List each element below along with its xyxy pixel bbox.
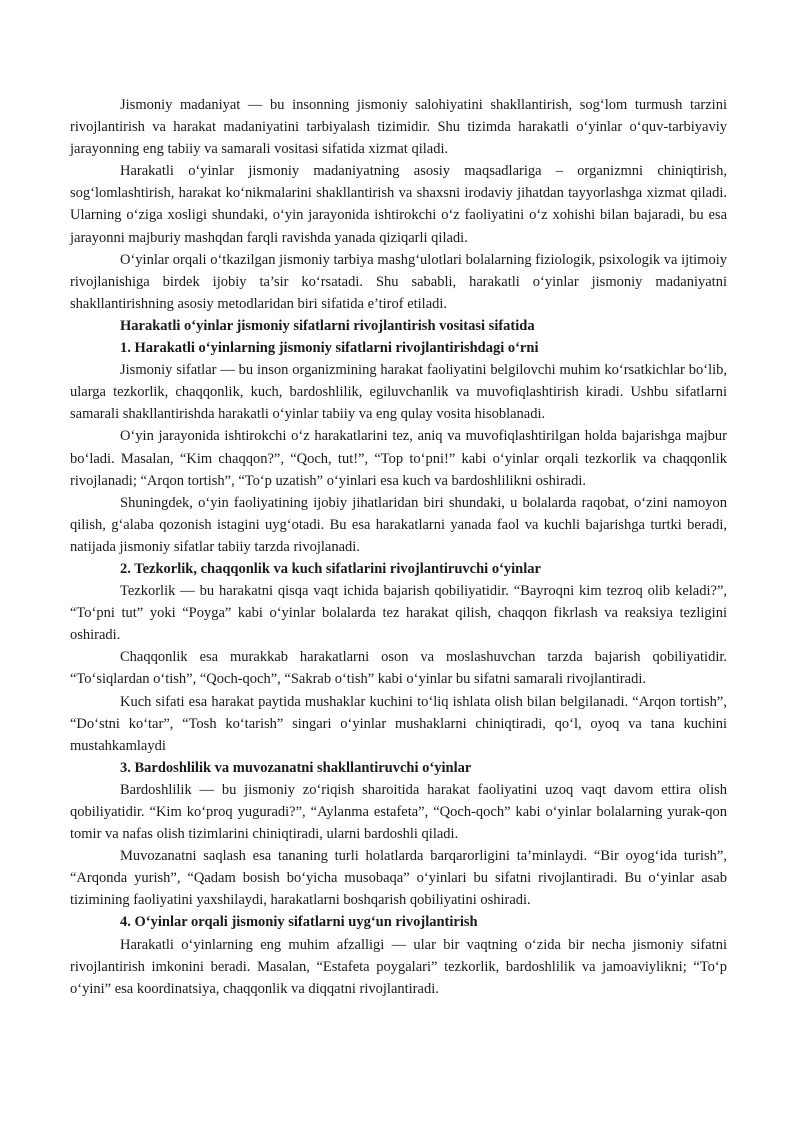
heading-3: 3. Bardoshlilik va muvozanatni shakllantiruvchi o‘yinlar — [120, 759, 472, 776]
paragraph-harmonious: Harakatli o‘yinlarning eng muhim afzalligi — ular bir vaqtning o‘zida bir necha jismoniy sifatni rivojlantirish imkonini beradi. Masalan, “Estafeta poygalari” tezkorlik, bardoshlilik va jamoaviylikni; “To‘p o‘yini” esa koordinatsiya, chaqqonlik va diqqatni rivojlantiradi. — [70, 936, 727, 997]
paragraph-intro: Jismoniy madaniyat — bu insonning jismoniy salohiyatini shakllantirish, sog‘lom turmush tarzini rivojlantirish va harakat madaniyatini tarbiyalash tizimidir. Shu tizimda harakatli o‘yinlar o‘quv-tarbiyaviy jarayonning eng tabiiy va samarali vositasi sifatida xizmat qiladi. — [70, 97, 727, 158]
paragraph-game-process: O‘yin jarayonida ishtirokchi o‘z harakatlarini tez, aniq va muvofiqlashtirilgan holda bajarishga majbur bo‘ladi. Masalan, “Kim chaqqon?”, “Qoch, tut!”, “Top to‘pni!” kabi o‘yinlar orqali tezkorlik va chaqqonlik rivojlanadi; “Arqon tortish”, “To‘p uzatish” o‘yinlari esa kuch va bardoshlilikni oshiradi. — [70, 428, 727, 489]
paragraph-agility: Chaqqonlik esa murakkab harakatlarni oson va moslashuvchan tarzda bajarish qobiliyatidir. “To‘siqlardan o‘tish”, “Qoch-qoch”, “Sakrab o‘tish” kabi o‘yinlar bu sifatni samarali rivojlantiradi. — [70, 649, 727, 688]
paragraph-benefits: O‘yinlar orqali o‘tkazilgan jismoniy tarbiya mashg‘ulotlari bolalarning fiziologik, psixologik va ijtimoiy rivojlanishiga birdek ijobiy ta’sir ko‘rsatadi. Shu sababli, harakatli o‘yinlar jismoniy madaniyatni shakllantirishning asosiy metodlaridan biri sifatida e’tirof etiladi. — [70, 251, 727, 312]
paragraph-physical-qualities: Jismoniy sifatlar — bu inson organizmining harakat faoliyatini belgilovchi muhim ko‘rsatkichlar bo‘lib, ularga tezkorlik, chaqqonlik, kuch, bardoshlilik, egiluvchanlik va muvofiqlashtirish kiradi. Ushbu sifatlarni samarali shakllantirishda harakatli o‘yinlar tabiiy va eng qulay vosita hisoblanadi. — [70, 362, 727, 423]
paragraph-balance: Muvozanatni saqlash esa tananing turli holatlarda barqarorligini ta’minlaydi. “Bir oyog‘ida turish”, “Arqonda yurish”, “Qadam bosish bo‘yicha musobaqa” o‘yinlari bu sifatni rivojlantiradi. Bu o‘yinlar asab tizimining faoliyatini yaxshilaydi, harakatlarni boshqarish qobiliyatini oshiradi. — [70, 848, 727, 909]
heading-1: 1. Harakatli o‘yinlarning jismoniy sifatlarni rivojlantirishdagi o‘rni — [120, 340, 539, 357]
paragraph-goals: Harakatli o‘yinlar jismoniy madaniyatning asosiy maqsadlariga – organizmni chiniqtirish, sog‘lomlashtirish, harakat ko‘nikmalarini shakllantirish va shaxsni irodaviy jihatdan tayyorlashga xizmat qiladi. Ularning o‘ziga xosligi shundaki, o‘yin jarayonida ishtirokchi o‘z faoliyatini o‘z xohishi bilan bajaradi, bu esa jarayonni majburiy mashqdan farqli ravishda yanada qiziqarli qiladi. — [70, 163, 727, 246]
paragraph-competition: Shuningdek, o‘yin faoliyatining ijobiy jihatlaridan biri shundaki, u bolalarda raqobat, o‘zini namoyon qilish, g‘alaba qozonish istagini uyg‘otadi. Bu esa harakatlarni yanada faol va kuchli bajarishga turtki beradi, natijada jismoniy sifatlar tabiiy tarzda rivojlanadi. — [70, 494, 727, 555]
document-page — [70, 94, 727, 1000]
heading-4: 4. O‘yinlar orqali jismoniy sifatlarni uyg‘un rivojlantirish — [120, 914, 478, 931]
paragraph-strength: Kuch sifati esa harakat paytida mushaklar kuchini to‘liq ishlata olish bilan belgilanadi. “Arqon tortish”, “Do‘stni ko‘tar”, “Tosh ko‘tarish” singari o‘yinlar mushaklarni chiniqtiradi, qo‘l, oyoq va tana kuchini mustahkamlaydi — [70, 693, 727, 754]
heading-2: 2. Tezkorlik, chaqqonlik va kuch sifatlarini rivojlantiruvchi o‘yinlar — [120, 560, 541, 577]
section-title: Harakatli o‘yinlar jismoniy sifatlarni rivojlantirish vositasi sifatida — [120, 317, 535, 334]
paragraph-endurance: Bardoshlilik — bu jismoniy zo‘riqish sharoitida harakat faoliyatini uzoq vaqt davom ettira olish qobiliyatidir. “Kim ko‘proq yuguradi?”, “Aylanma estafeta”, “Qoch-qoch” kabi o‘yinlar bolalarning yurak-qon tomir va nafas olish tizimlarini chiniqtiradi, ularni bardoshli qiladi. — [70, 781, 727, 843]
paragraph-speed: Tezkorlik — bu harakatni qisqa vaqt ichida bajarish qobiliyatidir. “Bayroqni kim tezroq olib keladi?”, “To‘pni tut” yoki “Poyga” kabi o‘yinlar bolalarda tez harakat qilish, chaqqon fikrlash va reaksiya tezligini oshiradi. — [70, 583, 727, 644]
